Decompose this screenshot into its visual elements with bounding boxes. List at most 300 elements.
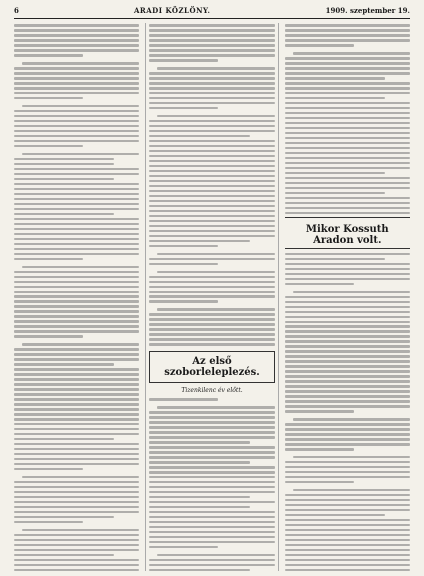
text-line [285,534,410,536]
text-line [14,353,139,355]
text-line [149,416,274,418]
text-line [149,54,274,56]
paragraph-gap [285,485,410,488]
text-line [14,516,114,518]
text-line [149,130,274,132]
text-line [14,501,139,503]
text-line [14,158,114,160]
text-line [22,476,139,478]
text-line [14,135,139,137]
text-line [14,49,139,51]
paragraph-gap [149,550,274,553]
text-line [149,24,274,26]
text-line [149,125,274,127]
text-line [149,491,274,493]
text-line [14,320,139,322]
text-line [14,54,83,56]
text-line [285,549,410,551]
text-line [149,496,249,498]
text-line [14,213,114,215]
paragraph-gap [149,266,274,269]
text-line [14,208,139,210]
text-line [157,271,274,273]
text-line [285,92,410,94]
text-line [285,306,410,308]
text-line [14,125,139,127]
text-line [14,248,139,250]
text-line [22,153,139,155]
text-line [14,554,114,556]
text-line [14,393,139,395]
text-line [285,433,410,435]
text-line [293,456,410,458]
text-line [149,516,274,518]
text-line [285,438,410,440]
text-line [149,411,274,413]
text-line [293,418,410,420]
text-line [14,67,139,69]
text-line [285,77,385,79]
text-line [14,458,139,460]
text-line [149,155,274,157]
text-line [149,97,274,99]
text-line [285,97,385,99]
text-line [285,197,410,199]
text-line [285,162,410,164]
text-line [285,423,410,425]
text-line [149,506,249,508]
text-line [149,521,274,523]
text-line [285,350,410,352]
text-line [149,431,274,433]
text-line [149,501,274,503]
text-line [149,220,274,222]
text-line [149,175,274,177]
text-line [149,476,274,478]
paragraph-gap [149,63,274,66]
paragraph-gap [149,402,274,405]
text-line [149,87,274,89]
text-line [14,549,139,551]
text-line [149,343,274,345]
text-line [14,188,139,190]
text-line [149,29,274,31]
text-line [285,278,410,280]
text-line [149,531,274,533]
text-line [14,468,83,470]
text-line [149,436,274,438]
paragraph-gap [14,524,139,527]
text-line [285,400,410,402]
text-line [285,102,410,104]
text-line [14,368,139,370]
text-line [149,165,274,167]
column-left [14,23,139,571]
text-line [14,276,139,278]
text-line [149,281,274,283]
text-line [149,190,274,192]
text-line [285,448,354,450]
text-line [14,178,114,180]
text-line [149,486,274,488]
text-line [149,235,274,237]
text-line [285,62,410,64]
text-line [14,433,139,435]
text-line [285,87,410,89]
text-line [285,172,385,174]
text-line [14,145,83,147]
text-line [285,494,410,496]
text-line [14,218,139,220]
text-line [149,180,274,182]
text-line [149,92,274,94]
text-line [157,308,274,310]
text-line [149,328,274,330]
column-right-text-top [285,23,410,215]
text-line [285,544,410,546]
text-line [285,519,410,521]
text-line [285,273,410,275]
text-line [14,29,139,31]
text-line [14,223,139,225]
text-line [285,330,410,332]
text-line [14,39,139,41]
text-line [22,529,139,531]
text-line [14,463,139,465]
article-subheading: Tizenkilenc év előtt. [181,387,243,395]
text-line [14,373,139,375]
text-line [149,150,274,152]
text-line [14,183,139,185]
text-line [285,212,410,214]
text-line [14,491,139,493]
text-line [14,295,139,297]
text-line [14,110,139,112]
text-line [149,421,274,423]
page-number: 6 [14,6,19,15]
heading-rule-top [285,217,410,218]
text-line [285,39,410,41]
text-line [149,276,274,278]
text-line [14,408,139,410]
article-heading: Az első szoborleleplezés. [164,356,260,379]
text-line [14,378,139,380]
text-line [149,456,274,458]
text-line [285,385,410,387]
text-line [149,49,274,51]
text-line [149,481,274,483]
text-line [149,300,218,302]
text-line [14,203,139,205]
text-line [285,152,410,154]
text-line [14,300,139,302]
text-line [14,44,139,46]
text-line [14,233,139,235]
text-line [149,546,218,548]
column-left-text [14,23,139,571]
text-line [14,305,139,307]
text-line [14,348,139,350]
text-line [149,170,274,172]
text-line [149,526,274,528]
text-line [157,554,274,556]
text-line [285,481,354,483]
text-line [149,536,274,538]
text-line [149,215,274,217]
text-line [149,398,218,400]
text-line [285,365,410,367]
text-line [149,135,249,137]
text-line [285,167,410,169]
text-line [149,195,274,197]
text-line [285,524,410,526]
text-line [14,388,139,390]
text-line [149,441,249,443]
text-line [14,82,139,84]
text-line [285,461,410,463]
text-line [285,29,410,31]
text-line [14,193,139,195]
text-line [14,315,139,317]
text-line [14,291,139,293]
text-line [14,413,139,415]
text-line [157,406,274,408]
text-line [14,521,83,523]
text-line [14,448,139,450]
text-line [285,107,410,109]
text-line [22,105,139,107]
paragraph-gap [285,414,410,417]
text-line [14,569,139,571]
paragraph-gap [149,111,274,114]
text-line [149,145,274,147]
text-line [149,160,274,162]
text-line [149,323,274,325]
column-middle-text-bottom [149,397,274,571]
text-line [157,67,274,69]
text-line [149,72,274,74]
text-line [149,44,274,46]
text-line [14,115,139,117]
text-line [157,115,274,117]
text-line [285,569,410,571]
text-line [14,403,139,405]
paragraph-gap [14,472,139,475]
text-line [285,112,410,114]
text-line [285,301,410,303]
text-line [14,428,139,430]
text-line [14,539,139,541]
text-line [149,225,274,227]
text-line [149,230,274,232]
text-line [285,311,410,313]
right-article-heading: Mikor Kossuth Aradon volt. [305,224,389,247]
text-line [149,461,249,463]
text-line [285,335,410,337]
text-line [149,102,274,104]
text-line [149,333,274,335]
text-line [285,157,410,159]
text-line [14,34,139,36]
text-line [14,438,114,440]
text-line [285,187,410,189]
text-line [14,238,139,240]
text-line [285,24,410,26]
heading-rule-bottom [285,248,410,249]
text-line [14,330,139,332]
text-line [149,185,274,187]
text-line [285,127,410,129]
text-line [14,564,139,566]
text-line [14,486,139,488]
text-line [285,471,410,473]
text-line [14,398,139,400]
text-line [285,321,410,323]
text-line [149,291,274,293]
text-line [149,564,274,566]
text-line [285,122,410,124]
text-line [149,338,274,340]
text-line [149,39,274,41]
text-line [285,177,410,179]
text-line [293,291,410,293]
text-line [22,62,139,64]
text-line [285,258,385,260]
column-right-text-bottom [285,251,410,571]
text-line [14,120,139,122]
column-right [285,23,410,571]
text-line [285,360,410,362]
text-line [285,202,410,204]
paragraph-gap [14,261,139,264]
text-line [285,263,410,265]
paragraph-gap [285,286,410,289]
text-line [14,173,139,175]
text-line [149,295,274,297]
text-line [14,335,83,337]
text-line [14,92,139,94]
text-line [149,240,249,242]
text-line [14,198,139,200]
text-line [285,443,410,445]
paragraph-gap [285,452,410,455]
text-line [285,137,410,139]
text-line [149,120,274,122]
text-line [285,147,410,149]
paragraph-gap [285,48,410,51]
text-line [149,569,249,571]
text-line [149,210,274,212]
paragraph-gap [14,58,139,61]
text-line [285,340,410,342]
text-line [14,243,139,245]
text-line [285,370,410,372]
text-line [149,258,274,260]
text-line [149,205,274,207]
text-line [14,72,139,74]
text-line [14,168,139,170]
text-line [285,539,410,541]
text-line [285,67,410,69]
text-line [149,313,274,315]
text-line [285,428,410,430]
text-line [14,481,139,483]
page-header [14,6,410,16]
text-line [157,253,274,255]
text-line [285,410,354,412]
text-line [149,77,274,79]
text-line [285,142,410,144]
text-line [14,281,139,283]
text-line [14,534,139,536]
text-line [285,283,354,285]
text-line [14,559,139,561]
text-line [285,268,410,270]
text-line [293,489,410,491]
text-line [14,24,139,26]
text-line [14,363,114,365]
text-line [14,443,139,445]
text-line [285,325,410,327]
text-line [14,97,83,99]
text-line [149,471,274,473]
text-line [285,380,410,382]
text-line [285,207,410,209]
text-line [149,107,218,109]
text-line [285,57,410,59]
text-line [14,325,139,327]
text-line [285,182,410,184]
text-line [14,140,139,142]
article-heading-box [149,351,274,383]
text-line [285,499,410,501]
text-line [14,163,114,165]
text-line [149,466,274,468]
text-line [14,258,83,260]
text-line [14,286,139,288]
text-line [285,34,410,36]
text-line [285,395,410,397]
text-line [285,466,410,468]
issue-date: 1909. szeptember 19. [325,6,410,15]
text-line [14,228,139,230]
text-line [285,554,410,556]
text-line [285,253,410,255]
text-line [285,132,410,134]
text-line [14,511,139,513]
text-line [285,345,410,347]
text-line [149,318,274,320]
text-line [149,34,274,36]
text-line [285,509,410,511]
text-line [285,504,410,506]
text-line [285,355,410,357]
text-line [14,383,139,385]
text-line [14,358,139,360]
column-middle [145,23,278,571]
text-line [285,117,410,119]
text-line [14,87,139,89]
text-line [14,453,139,455]
text-line [285,375,410,377]
text-line [22,343,139,345]
text-line [14,271,139,273]
text-line [149,59,218,61]
text-line [14,130,139,132]
text-line [149,559,274,561]
text-line [293,52,410,54]
paragraph-gap [149,304,274,307]
